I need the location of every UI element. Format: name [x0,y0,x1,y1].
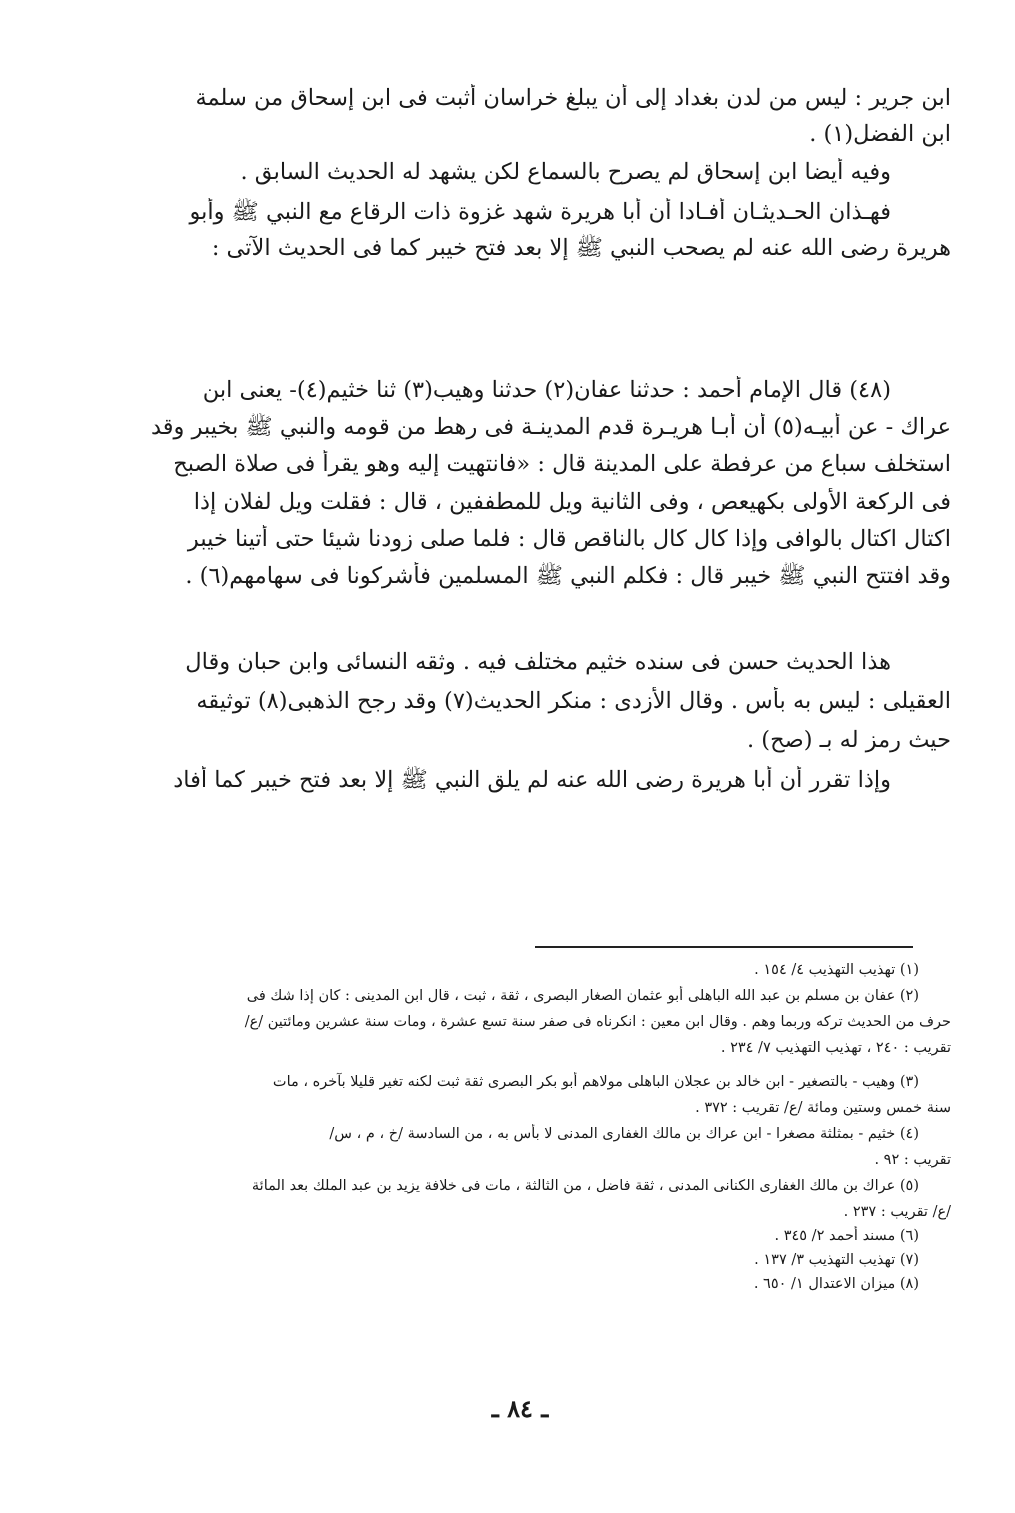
footnote-1 [130,960,951,980]
footnote-line: (٥) عراك بن مالك الغفارى الكنانى المدنى ، ثقة فاضل ، من الثالثة ، مات فى خلافة يزيد بن عبد الملك بعد المائة [251,1178,919,1194]
commentary-paragraph [130,648,951,794]
hadith-number-line: (٤٨) قال الإمام أحمد : حدثنا عفان(٢) حدثنا وهيب(٣) ثنا خثيم(٤)- يعنى ابن [202,377,891,403]
text-line: استخلف سباع من عرفطة على المدينة قال : «فانتهيت إليه وهو يقرأ فى صلاة الصبح [173,451,951,477]
text-line: هريرة رضى الله عنه لم يصحب النبي ﷺ إلا بعد فتح خيبر كما فى الحديث الآتى : [211,235,951,261]
footnote-separator [535,946,913,948]
footnote-line: /ع/ تقريب : ٢٣٧ . [843,1204,951,1220]
footnote-5 [130,1176,951,1222]
text-line: ابن الفضل(١) . [809,121,951,147]
text-line: وفيه أيضا ابن إسحاق لم يصرح بالسماع لكن يشهد له الحديث السابق . [240,159,891,185]
text-line: اكتال اكتال بالوافى وإذا كال كال بالناقص قال : فلما صلى زودنا شيئا حتى أتينا خيبر [187,526,951,552]
text-line: ابن جرير : ليس من لدن بغداد إلى أن يبلغ خراسان أثبت فى ابن إسحاق من سلمة [195,85,951,111]
footnote-2 [130,986,951,1058]
text-line: حيث رمز له بـ (صح) . [747,727,951,753]
footnote-line: (٦) مسند أحمد ٢/ ٣٤٥ . [774,1228,919,1244]
footnote-line: (٨) ميزان الاعتدال ١/ ٦٥٠ . [753,1276,919,1292]
footnote-line: (٣) وهيب - بالتصغير - ابن خالد بن عجلان الباهلى مولاهم أبو بكر البصرى ثقة ثبت لكنه تغير قليلا بآخره ، مات [272,1074,919,1090]
page-number: ـ ٨٤ ـ [491,1394,549,1423]
footnote-line: (١) تهذيب التهذيب ٤/ ١٥٤ . [754,962,919,978]
footnote-line: (٧) تهذيب التهذيب ٣/ ١٣٧ . [754,1252,919,1268]
text-line: هذا الحديث حسن فى سنده خثيم مختلف فيه . وثقه النسائى وابن حبان وقال [185,649,891,675]
footnote-line: سنة خمس وستين ومائة /ع/ تقريب : ٣٧٢ . [695,1100,951,1116]
text-line: العقيلى : ليس به بأس . وقال الأزدى : منكر الحديث(٧) وقد رجح الذهبى(٨) توثيقه [196,688,951,714]
footnote-3 [130,1072,951,1118]
footnotes [130,960,951,1294]
text-line: فهـذان الحـديثـان أفـادا أن أبا هريرة شهد غزوة ذات الرقاع مع النبي ﷺ وأبو [189,199,891,225]
footnote-line: تقريب : ٢٤٠ ، تهذيب التهذيب ٧/ ٢٣٤ . [720,1040,951,1056]
footnote-line: تقريب : ٩٢ . [874,1152,951,1168]
footnote-7 [130,1250,951,1270]
footnote-4 [130,1124,951,1170]
footnote-8 [130,1274,951,1294]
hadith-paragraph [130,376,951,590]
text-line: عراك - عن أبيـه(٥) أن أبـا هريـرة قدم المدينـة فى رهط من قومه والنبي ﷺ بخيبر وقد [150,414,951,440]
footnote-6 [130,1226,951,1246]
text-line: وقد افتتح النبي ﷺ خيبر قال : فكلم النبي ﷺ المسلمين فأشركونا فى سهامهم(٦) . [185,563,951,589]
text-line: فى الركعة الأولى بكهيعص ، وفى الثانية ويل للمطففين ، قال : فقلت ويل لفلان إذا [193,489,951,515]
text-line: وإذا تقرر أن أبا هريرة رضى الله عنه لم يلق النبي ﷺ إلا بعد فتح خيبر كما أفاد [173,767,891,793]
intro-paragraph [130,84,951,262]
footnote-line: (٤) خثيم - بمثلثة مصغرا - ابن عراك بن مالك الغفارى المدنى لا بأس به ، من السادسة /خ ، م ، س/ [329,1126,919,1142]
footnote-line: حرف من الحديث تركه وربما وهم . وقال ابن معين : انكرناه فى صفر سنة تسع عشرة ، ومات سنة عشرين ومائتين /ع/ [244,1014,951,1030]
footnote-line: (٢) عفان بن مسلم بن عبد الله الباهلى أبو عثمان الصغار البصرى ، ثقة ، ثبت ، قال ابن المدينى : كان إذا شك فى [246,988,919,1004]
